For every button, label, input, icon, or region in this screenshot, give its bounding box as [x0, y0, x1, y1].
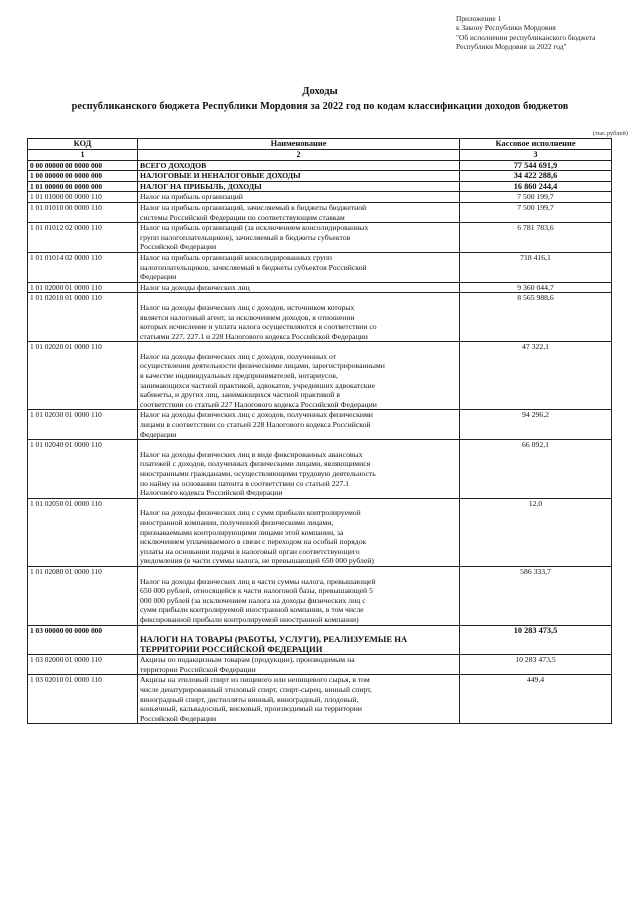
- row-name-line: занимающихся частной практикой, адвокатов, учредивших адвокатские: [140, 380, 376, 390]
- row-name-line: Налог на доходы физических лиц с доходов, полученных физическими: [140, 410, 373, 420]
- annex-line: "Об исполнении республиканского бюджета: [456, 32, 596, 42]
- row-code: 1 01 02020 01 0000 110: [28, 342, 138, 410]
- table-row: [28, 625, 612, 655]
- row-name-line: в качестве индивидуальных предпринимателей, нотариусов,: [140, 371, 338, 381]
- row-name-line: иностранными гражданами, осуществляющими трудовую деятельность: [140, 469, 376, 478]
- column-number: 2: [138, 150, 460, 161]
- row-name-line: по найму на основании патента в соответствии со статьей 227.1: [140, 478, 349, 488]
- row-name-line: Налог на прибыль организаций (за исключением консолидированных: [140, 223, 369, 233]
- units-label: (тыс.рублей): [592, 130, 628, 137]
- table-header-row: [28, 139, 612, 150]
- revenue-table: [27, 138, 612, 724]
- row-code: 1 03 02010 01 0000 110: [28, 675, 138, 724]
- row-value: 47 322,1: [460, 342, 612, 410]
- row-name: [138, 181, 460, 192]
- row-name-line: Налог на прибыль организаций, зачисляемый в бюджеты бюджетной: [140, 202, 367, 212]
- table-row: [28, 252, 612, 282]
- row-value: 7 500 199,7: [460, 202, 612, 222]
- row-name-line: Федерации: [140, 272, 177, 282]
- table-row: [28, 410, 612, 440]
- row-name-line: групп налогоплательщиков), зачисляемый в бюджеты субъектов: [140, 232, 351, 242]
- row-name-line: Налог на доходы физических лиц с сумм прибыли контролируемой: [140, 508, 361, 518]
- table-row: [28, 498, 612, 566]
- document-subtitle: республиканского бюджета Республики Мордовия за 2022 год по кодам классификации доходов бюджетов: [71, 101, 569, 112]
- annex-note: [456, 14, 636, 52]
- table-row: [28, 160, 612, 171]
- row-value: 94 296,2: [460, 410, 612, 440]
- row-name-line: Налог на прибыль организаций консолидированных групп: [140, 252, 333, 262]
- column-number: 1: [28, 150, 138, 161]
- row-name: [138, 192, 460, 203]
- row-name-line: 650 000 рублей, относящейся к части налоговой базы, превышающей 5: [140, 586, 373, 596]
- row-value: 10 283 473,5: [460, 655, 612, 675]
- row-name: [138, 566, 460, 625]
- row-value: 586 333,7: [460, 566, 612, 625]
- table-row: [28, 440, 612, 499]
- row-name: [138, 252, 460, 282]
- row-name: [138, 625, 460, 655]
- row-name-line: 000 000 рублей (за исключением налога на доходы физических лиц с: [140, 595, 366, 605]
- table-row: [28, 675, 612, 724]
- table-row: [28, 171, 612, 182]
- header-code: КОД: [28, 139, 138, 150]
- row-name-line: НАЛОГ НА ПРИБЫЛЬ, ДОХОДЫ: [140, 181, 262, 191]
- row-name-line: [140, 342, 457, 352]
- header-value: Кассовое исполнение: [460, 139, 612, 150]
- row-value: 10 283 473,5: [460, 625, 612, 655]
- table-row: [28, 566, 612, 625]
- row-value: 12,0: [460, 498, 612, 566]
- table-row: [28, 202, 612, 222]
- row-name-line: системы Российской Федерации по соответствующим ставкам: [140, 212, 345, 222]
- row-code: 1 03 02000 01 0000 110: [28, 655, 138, 675]
- row-code: 1 01 01014 02 0000 110: [28, 252, 138, 282]
- row-name: [138, 342, 460, 410]
- row-name: [138, 498, 460, 566]
- row-code: 1 01 02080 01 0000 110: [28, 566, 138, 625]
- row-value: 8 565 988,6: [460, 293, 612, 342]
- table-row: [28, 342, 612, 410]
- row-name-line: иностранной компании, полученной физическими лицами,: [140, 517, 334, 527]
- row-code: 1 00 00000 00 0000 000: [28, 171, 138, 182]
- row-name-line: числе денатурированный этиловый спирт, спирт-сырец, винный спирт,: [140, 685, 372, 695]
- row-code: 1 01 01000 00 0000 110: [28, 192, 138, 203]
- row-name-line: исключением уплачиваемого в связи с переходом на особый порядок: [140, 537, 367, 547]
- row-name-line: ТЕРРИТОРИИ РОССИЙСКОЙ ФЕДЕРАЦИИ: [140, 643, 323, 654]
- row-name: [138, 293, 460, 342]
- row-name-line: сумм прибыли контролируемой иностранной компании, в том числе: [140, 605, 364, 615]
- row-name: [138, 171, 460, 182]
- row-code: 1 01 01012 02 0000 110: [28, 223, 138, 253]
- row-name-line: Федерации: [140, 429, 177, 439]
- row-name: [138, 160, 460, 171]
- row-name-line: кабинеты, и других лиц, занимающихся частной практикой в: [140, 390, 340, 400]
- row-name-line: НАЛОГОВЫЕ И НЕНАЛОГОВЫЕ ДОХОДЫ: [140, 171, 301, 181]
- row-name-line: осуществления деятельности физическими лицами, зарегистрированными: [140, 361, 385, 371]
- table-row: [28, 293, 612, 342]
- annex-line: Приложение 1: [456, 14, 502, 23]
- table-column-numbers-row: [28, 150, 612, 161]
- row-value: 9 360 044,7: [460, 282, 612, 293]
- row-name-line: уплаты на основании подачи в налоговый орган соответствующего: [140, 546, 360, 556]
- row-name-line: признаваемыми контролирующими лицами этой компании, за: [140, 527, 344, 537]
- row-code: 1 01 02010 01 0000 110: [28, 293, 138, 342]
- row-name-line: [140, 440, 457, 450]
- row-name-line: Налог на прибыль организаций: [140, 192, 243, 202]
- row-code: 1 01 02030 01 0000 110: [28, 410, 138, 440]
- document-title: Доходы: [302, 86, 338, 97]
- table-row: [28, 655, 612, 675]
- row-name: [138, 202, 460, 222]
- row-name: [138, 675, 460, 724]
- row-name-line: статьями 227, 227.1 и 228 Налогового кодекса Российской Федерации: [140, 331, 368, 341]
- row-name-line: [140, 499, 457, 509]
- row-name-line: Налог на доходы физических лиц с доходов, полученных от: [140, 351, 337, 361]
- table-row: [28, 192, 612, 203]
- row-name-line: Налог на доходы физических лиц: [140, 282, 250, 292]
- annex-line: Республики Мордовия за 2022 год": [456, 42, 567, 52]
- row-name-line: коньячный, кальвадосный, висковый, производимый на территории: [140, 704, 362, 714]
- row-code: 1 01 02050 01 0000 110: [28, 498, 138, 566]
- table-row: [28, 223, 612, 253]
- row-value: 7 500 199,7: [460, 192, 612, 203]
- annex-line: к Закону Республики Мордовия: [456, 23, 556, 33]
- row-name-line: лицами в соответствии со статьей 228 Налогового кодекса Российской: [140, 420, 371, 430]
- row-name-line: которых исчисление и уплата налога осуществляются в соответствии со: [140, 322, 377, 332]
- row-name-line: [140, 293, 457, 303]
- row-name-line: является налоговый агент, за исключением доходов, в отношении: [140, 312, 355, 322]
- row-value: 66 092,1: [460, 440, 612, 499]
- row-value: 16 860 244,4: [460, 181, 612, 192]
- row-code: 1 01 01010 00 0000 110: [28, 202, 138, 222]
- row-name-line: Российской Федерации: [140, 713, 217, 723]
- row-name-line: территории Российской Федерации: [140, 664, 256, 674]
- row-name-line: Акцизы по подакцизным товарам (продукции), производимым на: [140, 655, 355, 665]
- row-name: [138, 440, 460, 499]
- row-name: [138, 223, 460, 253]
- row-name-line: Налог на доходы физических лиц в части суммы налога, превышающей: [140, 576, 376, 586]
- row-name-line: Налог на доходы физических лиц с доходов, источником которых: [140, 302, 355, 312]
- row-name-line: уведомления (в части суммы налога, не превышающей 650 000 рублей): [140, 556, 374, 566]
- row-name-line: Акцизы на этиловый спирт из пищевого или непищевого сырья, в том: [140, 675, 370, 685]
- row-name-line: Российской Федерации: [140, 242, 217, 252]
- row-value: 77 544 691,9: [460, 160, 612, 171]
- row-name-line: платежей с доходов, полученных физическими лицами, являющимися: [140, 459, 371, 469]
- row-code: 0 00 00000 00 0000 000: [28, 160, 138, 171]
- table-row: [28, 181, 612, 192]
- header-name: Наименование: [138, 139, 460, 150]
- row-code: 1 03 00000 00 0000 000: [28, 625, 138, 655]
- row-value: 6 781 783,6: [460, 223, 612, 253]
- row-code: 1 01 00000 00 0000 000: [28, 181, 138, 192]
- row-name-line: фиксированной прибыли контролируемой иностранной компании): [140, 614, 359, 624]
- row-value: 718 416,1: [460, 252, 612, 282]
- row-code: 1 01 02000 01 0000 110: [28, 282, 138, 293]
- row-name: [138, 655, 460, 675]
- row-name: [138, 282, 460, 293]
- row-name-line: налогоплательщиков, зачисляемый в бюджеты субъектов Российской: [140, 262, 367, 272]
- column-number: 3: [460, 150, 612, 161]
- row-name-line: Налогового кодекса Российской Федерации: [140, 488, 283, 498]
- row-value: 449,4: [460, 675, 612, 724]
- row-name-line: [140, 567, 457, 577]
- row-name-line: Налог на доходы физических лиц в виде фиксированных авансовых: [140, 449, 363, 459]
- row-name-line: виноградный спирт, дистилляты винный, виноградный, плодовый,: [140, 694, 359, 704]
- row-code: 1 01 02040 01 0000 110: [28, 440, 138, 499]
- row-value: 34 422 288,6: [460, 171, 612, 182]
- row-name-line: соответствии со статьей 227 Налогового кодекса Российской Федерации: [140, 399, 377, 409]
- table-row: [28, 282, 612, 293]
- row-name-line: ВСЕГО ДОХОДОВ: [140, 160, 207, 170]
- row-name: [138, 410, 460, 440]
- row-name-line: НАЛОГИ НА ТОВАРЫ (РАБОТЫ, УСЛУГИ), РЕАЛИЗУЕМЫЕ НА: [140, 634, 408, 645]
